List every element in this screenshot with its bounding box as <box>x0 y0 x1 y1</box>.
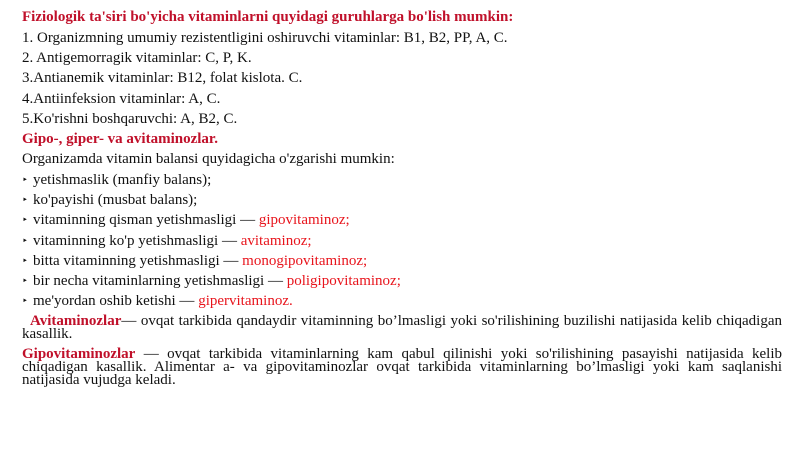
bullet-text: me'yordan oshib ketishi — <box>33 293 199 309</box>
heading-vitaminoses: Gipo-, giper- va avitaminozlar. <box>22 131 218 147</box>
group-item-3: 3.Antianemik vitaminlar: B12, folat kislota. C. <box>22 70 303 86</box>
bullet-icon: ‣ <box>22 195 28 206</box>
bullet-term: gipovitaminoz; <box>258 212 350 228</box>
group-item-4: 4.Antiinfeksion vitaminlar: A, C. <box>22 91 221 107</box>
paragraph-text: — ovqat tarkibida qandaydir vitaminning bo’lmasligi yoki so'rilishining buzilishi natijasida kelib chiqadigan kasallik. <box>22 313 782 342</box>
intro-text: Organizamda vitamin balansi quyidagicha o'zgarishi mumkin: <box>22 151 395 167</box>
paragraph-text: — ovqat tarkibida vitaminlarning kam qabul qilinishi yoki so'rilishining pasayishi natijasida kelib chiqadigan kasallik. Alimentar a- va gipovitaminozlar ovqat tarkibida vitaminlarning bo’lmasligi yoki kam saqlanishi natijasida vujudga keladi. <box>22 346 782 388</box>
bullet-icon: ‣ <box>22 175 28 186</box>
paragraph-avitaminoz <box>22 315 782 341</box>
bullet-item <box>22 210 782 231</box>
bullet-term: monogipovitaminoz; <box>242 253 368 269</box>
bullet-item <box>22 271 782 292</box>
bullet-text: bir necha vitaminlarning yetishmasligi — <box>33 273 287 289</box>
bullet-icon: ‣ <box>22 296 28 307</box>
bullet-text: ko'payishi (musbat balans); <box>33 192 198 208</box>
group-item-5: 5.Ko'rishni boshqaruvchi: A, B2, C. <box>22 111 238 127</box>
term-avitaminozlar: Avitaminozlar <box>30 313 122 329</box>
paragraph-gipovitaminoz <box>22 348 782 387</box>
bullet-text: yetishmaslik (manfiy balans); <box>33 172 212 188</box>
bullet-icon: ‣ <box>22 215 28 226</box>
bullet-term: gipervitaminoz. <box>198 293 293 309</box>
bullet-item <box>22 251 782 272</box>
bullet-item <box>22 170 782 191</box>
bullet-item <box>22 231 782 252</box>
bullet-item <box>22 291 782 312</box>
bullet-icon: ‣ <box>22 276 28 287</box>
bullet-text: vitaminning qisman yetishmasligi — <box>33 212 259 228</box>
group-item-1: 1. Organizmning umumiy rezistentligini oshiruvchi vitaminlar: B1, B2, PP, A, C. <box>22 30 508 46</box>
group-item-2: 2. Antigemorragik vitaminlar: C, P, K. <box>22 50 252 66</box>
heading-classification: Fiziologik ta'siri bo'yicha vitaminlarni quyidagi guruhlarga bo'lish mumkin: <box>22 9 514 25</box>
bullet-item <box>22 190 782 211</box>
bullet-term: avitaminoz; <box>240 233 312 249</box>
bullet-icon: ‣ <box>22 236 28 247</box>
bullet-text: bitta vitaminning yetishmasligi — <box>33 253 243 269</box>
bullet-term: poligipovitaminoz; <box>286 273 401 289</box>
bullet-icon: ‣ <box>22 256 28 267</box>
term-gipovitaminozlar: Gipovitaminozlar <box>22 346 136 362</box>
bullet-text: vitaminning ko'p yetishmasligi — <box>33 233 241 249</box>
